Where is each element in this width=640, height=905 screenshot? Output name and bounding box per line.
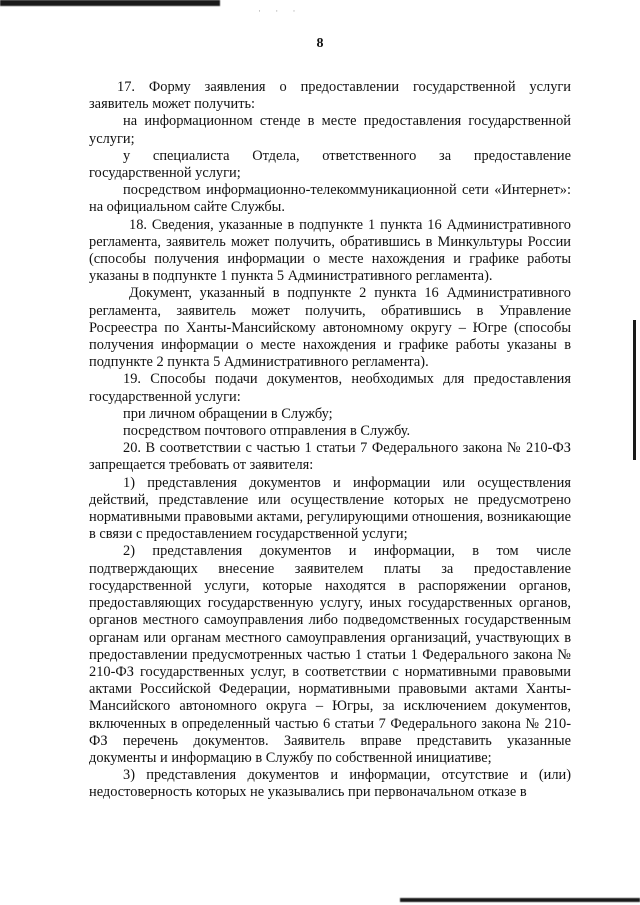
page-number: 8	[316, 36, 324, 51]
scan-artifact-specks: · · ·	[258, 6, 302, 16]
paragraph-20-item-3: 3) представления документов и информации, отсутствие и (или) недостоверность которых не указывались при первоначальном отказе в	[89, 767, 571, 801]
scan-artifact-right-bar	[633, 320, 636, 460]
paragraph-19-option-personal: при личном обращении в Службу;	[123, 405, 333, 422]
scan-artifact-top-line	[0, 0, 220, 6]
document-body	[89, 79, 571, 802]
paragraph-17-option-specialist: у специалиста Отдела, ответственного за предоставление государственной услуги;	[89, 147, 571, 182]
paragraph-18-document: Документ, указанный в подпункте 2 пункта 16 Административного регламента, заявитель может получить, обратившись в Управление Росреестра по Ханты-Мансийскому автономному округу – Югре (способы получения информации о месте нахождения и графике работы указаны в подпункте 2 пункта 5 Административного регламента).	[89, 285, 571, 371]
paragraph-20-item-2: 2) представления документов и информации, в том числе подтверждающих внесение заявителем платы за предоставление государственной услуги, которые находятся в распоряжении органов, предоставляющих государственную услугу, иных государственных органов, органов местного самоуправления либо подведомственных государственным органам или органам местного самоуправления организаций, участвующих в предоставлении предусмотренных частью 1 статьи 1 Федерального закона № 210-ФЗ государственных услуг, в соответствии с нормативными правовыми актами Российской Федерации, нормативными правовыми актами Ханты-Мансийского автономного округа – Югры, за исключением документов, включенных в определенный частью 6 статьи 7 Федерального закона № 210-ФЗ перечень документов. Заявитель вправе представить указанные документы и информацию в Службу по собственной инициативе;	[89, 543, 571, 766]
paragraph-17: 17. Форму заявления о предоставлении государственной услуги заявитель может получить:	[89, 79, 571, 113]
paragraph-20: 20. В соответствии с частью 1 статьи 7 Федерального закона № 210-ФЗ запрещается требовать от заявителя:	[89, 440, 571, 474]
paragraph-20-item-1: 1) представления документов и информации или осуществления действий, представление или осуществление которых не предусмотрено нормативными правовыми актами, регулирующими отношения, возникающие в связи с предоставлением государственной услуги;	[89, 474, 571, 543]
paragraph-19-option-post: посредством почтового отправления в Службу.	[123, 423, 411, 440]
scan-artifact-bottom-line	[400, 898, 640, 902]
paragraph-17-option-internet: посредством информационно-телекоммуникационной сети «Интернет»: на официальном сайте Службы.	[89, 182, 571, 216]
paragraph-17-option-stand: на информационном стенде в месте предоставления государственной услуги;	[89, 113, 571, 147]
paragraph-18: 18. Сведения, указанные в подпункте 1 пункта 16 Административного регламента, заявитель может получить, обратившись в Минкультуры России (способы получения информации о месте нахождения и графике работы указаны в подпункте 1 пункта 5 Административного регламента).	[89, 216, 571, 285]
paragraph-19: 19. Способы подачи документов, необходимых для предоставления государственной услуги:	[89, 371, 571, 405]
